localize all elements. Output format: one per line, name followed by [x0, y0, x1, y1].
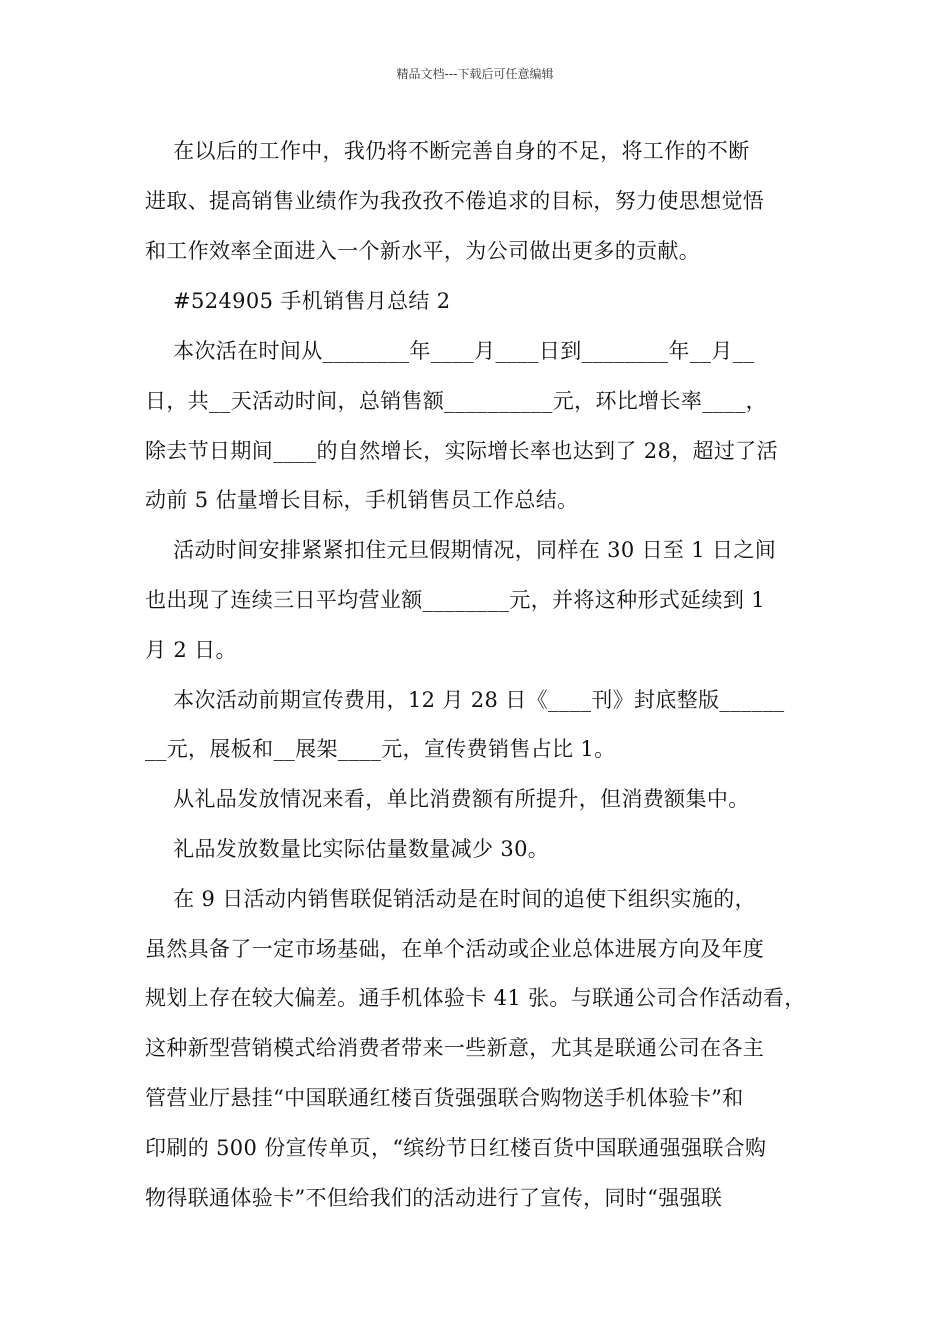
text-line: 也出现了连续三日平均营业额________元，并将这种形式延续到 1: [145, 588, 765, 612]
text-line: 日，共__天活动时间，总销售额__________元，环比增长率____，: [145, 389, 767, 413]
text-line: 管营业厅悬挂“中国联通红楼百货强强联合购物送手机体验卡”和: [145, 1086, 744, 1110]
text-line: 活动时间安排紧紧扣住元旦假期情况，同样在 30 日至 1 日之间: [145, 538, 777, 562]
text-line: 物得联通体验卡”不但给我们的活动进行了宣传，同时“强强联: [145, 1186, 723, 1210]
page-header: 精品文档---下载后可任意编辑: [396, 67, 554, 81]
text-line: 除去节日期间____的自然增长，实际增长率也达到了 28，超过了活: [145, 439, 778, 463]
text-line: 月 2 日。: [145, 638, 237, 662]
text-line: 动前 5 估量增长目标，手机销售员工作总结。: [145, 488, 579, 512]
text-line: __元，展板和__展架____元，宣传费销售占比 1。: [145, 737, 616, 761]
text-line: 礼品发放数量比实际估量数量减少 30。: [145, 837, 550, 861]
section-heading: #524905 手机销售月总结 2: [145, 289, 451, 313]
text-line: 从礼品发放情况来看，单比消费额有所提升，但消费额集中。: [145, 787, 750, 811]
text-line: 规划上存在较大偏差。通手机体验卡 41 张。与联通公司合作活动看，: [145, 986, 806, 1010]
text-line: 本次活动前期宣传费用，12 月 28 日《____刊》封底整版______: [145, 688, 785, 712]
text-line: 这种新型营销模式给消费者带来一些新意，尤其是联通公司在各主: [145, 1036, 765, 1060]
text-line: 虽然具备了一定市场基础，在单个活动或企业总体进展方向及年度: [145, 937, 765, 961]
text-line: 本次活在时间从________年____月____日到________年__月__: [145, 339, 755, 363]
text-line: 在以后的工作中，我仍将不断完善自身的不足，将工作的不断: [145, 139, 750, 163]
text-line: 印刷的 500 份宣传单页，“缤纷节日红楼百货中国联通强强联合购: [145, 1136, 767, 1160]
text-line: 和工作效率全面进入一个新水平，为公司做出更多的贡献。: [145, 239, 701, 263]
text-line: 在 9 日活动内销售联促销活动是在时间的追使下组织实施的，: [145, 887, 756, 911]
text-line: 进取、提高销售业绩作为我孜孜不倦追求的目标，努力使思想觉悟: [145, 189, 765, 213]
